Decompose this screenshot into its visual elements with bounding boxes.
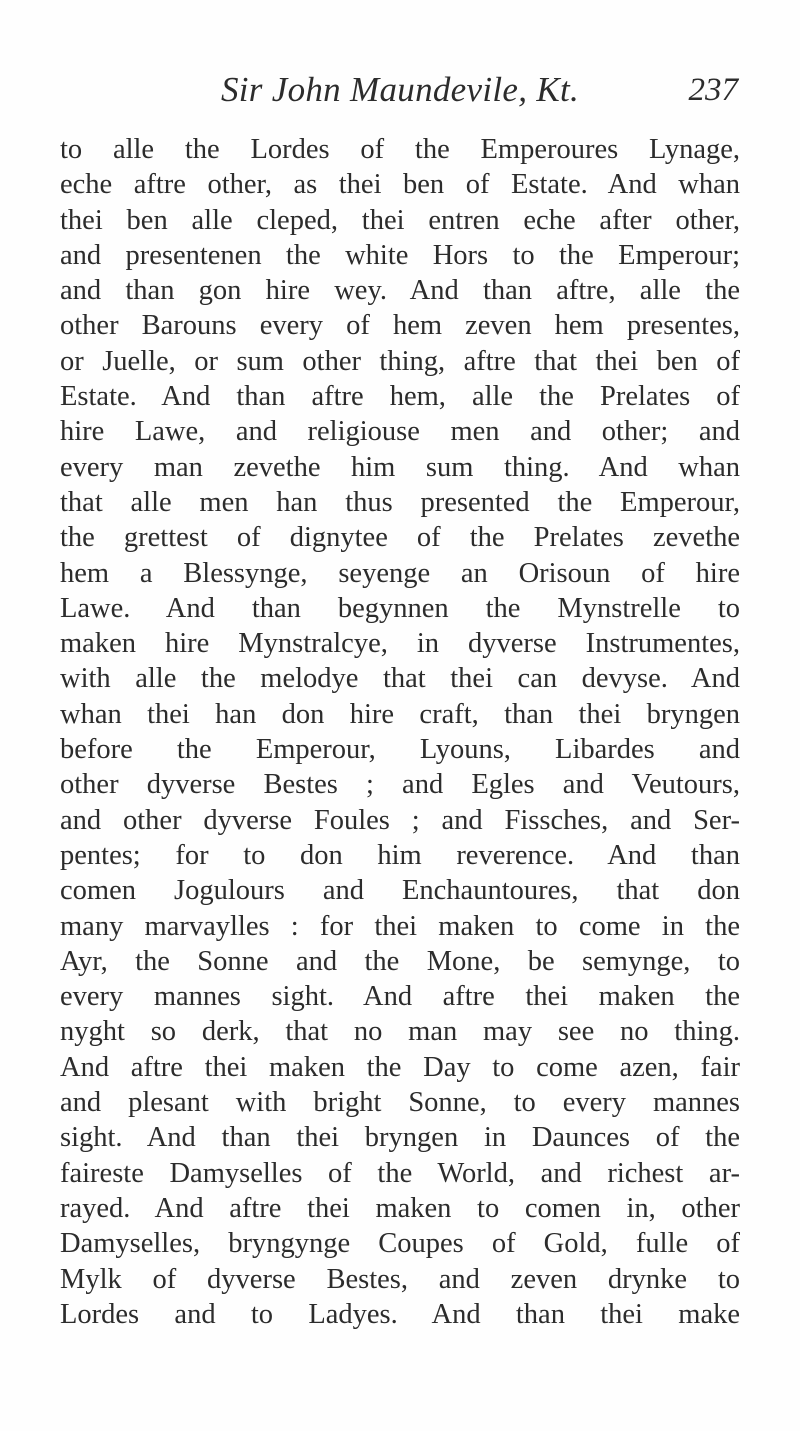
text-line: and other dyverse Foules ; and Fissches, and Ser- xyxy=(60,804,740,836)
body-text xyxy=(60,132,740,1332)
text-line: other dyverse Bestes ; and Egles and Veutours, xyxy=(60,769,740,801)
text-line: pentes; for to don him reverence. And than xyxy=(60,839,740,871)
text-line: hem a Blessynge, seyenge an Orisoun of hire xyxy=(60,557,740,589)
page-number: 237 xyxy=(688,72,738,108)
text-line: and plesant with bright Sonne, to every mannes xyxy=(60,1087,740,1119)
text-line: rayed. And aftre thei maken to comen in, other xyxy=(60,1192,740,1224)
running-title: Sir John Maundevile, Kt. xyxy=(220,70,580,109)
text-line: every mannes sight. And aftre thei maken the xyxy=(60,981,740,1013)
text-line: faireste Damyselles of the World, and richest ar- xyxy=(60,1157,740,1189)
text-line: with alle the melodye that thei can devyse. And xyxy=(60,663,740,695)
text-line: to alle the Lordes of the Emperoures Lynage, xyxy=(60,134,740,165)
text-line: many marvaylles : for thei maken to come in the xyxy=(60,910,740,942)
text-line: before the Emperour, Lyouns, Libardes and xyxy=(60,734,740,766)
text-line: thei ben alle cleped, thei entren eche after other, xyxy=(60,204,740,236)
text-line: every man zevethe him sum thing. And whan xyxy=(60,451,740,483)
text-line: sight. And than thei bryngen in Daunces of the xyxy=(60,1122,740,1154)
text-line: And aftre thei maken the Day to come azen, fair xyxy=(60,1051,740,1083)
text-line: nyght so derk, that no man may see no thing. xyxy=(60,1016,740,1048)
text-line: and than gon hire wey. And than aftre, alle the xyxy=(60,275,740,307)
text-line: or Juelle, or sum other thing, aftre that thei ben of xyxy=(60,345,740,377)
text-line: Lawe. And than begynnen the Mynstrelle to xyxy=(60,592,740,624)
text-line: eche aftre other, as thei ben of Estate. And whan xyxy=(60,169,740,201)
text-line: hire Lawe, and religiouse men and other; and xyxy=(60,416,740,448)
text-line: whan thei han don hire craft, than thei bryngen xyxy=(60,698,740,730)
text-line: that alle men han thus presented the Emperour, xyxy=(60,486,740,518)
text-line: Damyselles, bryngynge Coupes of Gold, fulle of xyxy=(60,1228,740,1260)
text-line: Lordes and to Ladyes. And than thei make xyxy=(60,1298,740,1330)
text-line: other Barouns every of hem zeven hem presentes, xyxy=(60,310,740,342)
text-line: Ayr, the Sonne and the Mone, be semynge, to xyxy=(60,945,740,977)
text-line: maken hire Mynstralcye, in dyverse Instrumentes, xyxy=(60,628,740,660)
running-head xyxy=(60,68,740,112)
text-line: Estate. And than aftre hem, alle the Prelates of xyxy=(60,381,740,413)
text-line: comen Jogulours and Enchauntoures, that don xyxy=(60,875,740,907)
text-line: the grettest of dignytee of the Prelates zevethe xyxy=(60,522,740,554)
text-line: and presentenen the white Hors to the Emperour; xyxy=(60,239,740,271)
text-line: Mylk of dyverse Bestes, and zeven drynke to xyxy=(60,1263,740,1295)
